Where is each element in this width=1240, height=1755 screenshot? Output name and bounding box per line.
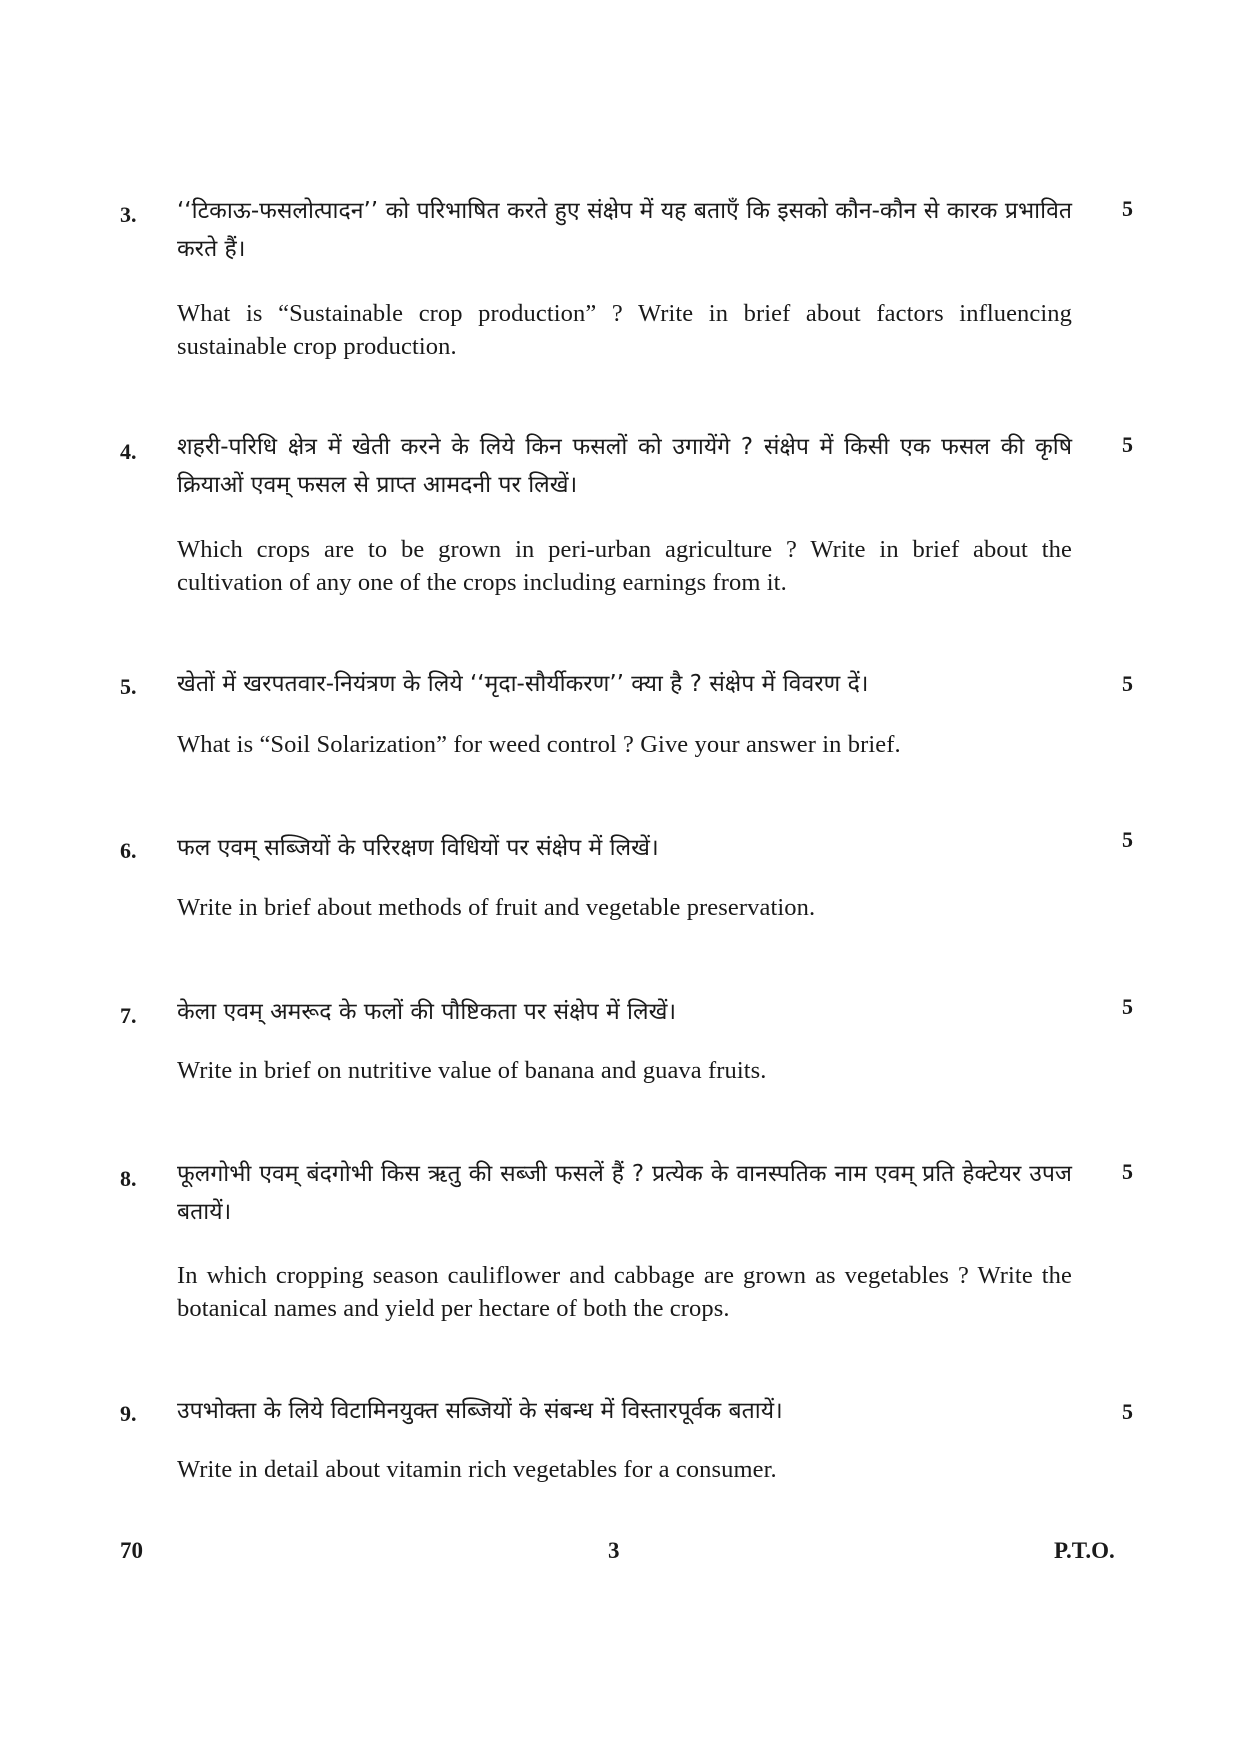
question-text-hindi: उपभोक्ता के लिये विटामिनयुक्त सब्जियों के संबन्ध में विस्तारपूर्वक बतायें। [177, 1398, 783, 1424]
question-text-english: In which cropping season cauliflower and cabbage are grown as vegetables ? Write the botanical names and yield per hectare of both the crops. [177, 1262, 1072, 1322]
footer-paper-code: 70 [120, 1538, 143, 1563]
question-text-english: What is “Soil Solarization” for weed control ? Give your answer in brief. [177, 731, 901, 758]
question-marks: 5 [1122, 1159, 1133, 1184]
question-text-hindi: ‘‘टिकाऊ-फसलोत्पादन’’ को परिभाषित करते हुए संक्षेप में यह बताएँ कि इसको कौन-कौन से कारक प्रभावित करते हैं। [177, 198, 1072, 262]
question-number: 3. [120, 202, 137, 227]
question-number: 7. [120, 1003, 137, 1028]
question-text-english: Which crops are to be grown in peri-urban agriculture ? Write in brief about the cultivation of any one of the crops including earnings from it. [177, 536, 1072, 596]
question-number: 9. [120, 1401, 137, 1426]
question-text-hindi: फूलगोभी एवम् बंदगोभी किस ऋतु की सब्जी फसलें हैं ? प्रत्येक के वानस्पतिक नाम एवम् प्रति हेक्टेयर उपज बतायें। [177, 1161, 1072, 1225]
question-marks: 5 [1122, 1399, 1133, 1424]
question-marks: 5 [1122, 196, 1133, 221]
question-marks: 5 [1122, 827, 1133, 852]
question-number: 8. [120, 1166, 137, 1191]
question-number: 6. [120, 838, 137, 863]
question-text-english: What is “Sustainable crop production” ? Write in brief about factors influencing sustainable crop production. [177, 300, 1072, 360]
footer-pto: P.T.O. [1054, 1538, 1115, 1563]
question-number: 5. [120, 674, 137, 699]
question-text-hindi: केला एवम् अमरूद के फलों की पौष्टिकता पर संक्षेप में लिखें। [177, 999, 677, 1025]
question-text-english: Write in brief about methods of fruit and vegetable preservation. [177, 894, 816, 921]
question-marks: 5 [1122, 994, 1133, 1019]
question-text-hindi: फल एवम् सब्जियों के परिरक्षण विधियों पर संक्षेप में लिखें। [177, 835, 659, 861]
question-text-english: Write in detail about vitamin rich vegetables for a consumer. [177, 1456, 777, 1483]
question-text-hindi: खेतों में खरपतवार-नियंत्रण के लिये ‘‘मृदा-सौर्यीकरण’’ क्या है ? संक्षेप में विवरण दें। [177, 671, 869, 697]
footer-page-number: 3 [608, 1538, 620, 1563]
question-text-hindi: शहरी-परिधि क्षेत्र में खेती करने के लिये किन फसलों को उगायेंगे ? संक्षेप में किसी एक फसल की कृषि क्रियाओं एवम् फसल से प्राप्त आमदनी पर लिखें। [177, 434, 1072, 498]
question-number: 4. [120, 439, 137, 464]
question-marks: 5 [1122, 432, 1133, 457]
question-text-english: Write in brief on nutritive value of banana and guava fruits. [177, 1057, 767, 1084]
question-marks: 5 [1122, 671, 1133, 696]
